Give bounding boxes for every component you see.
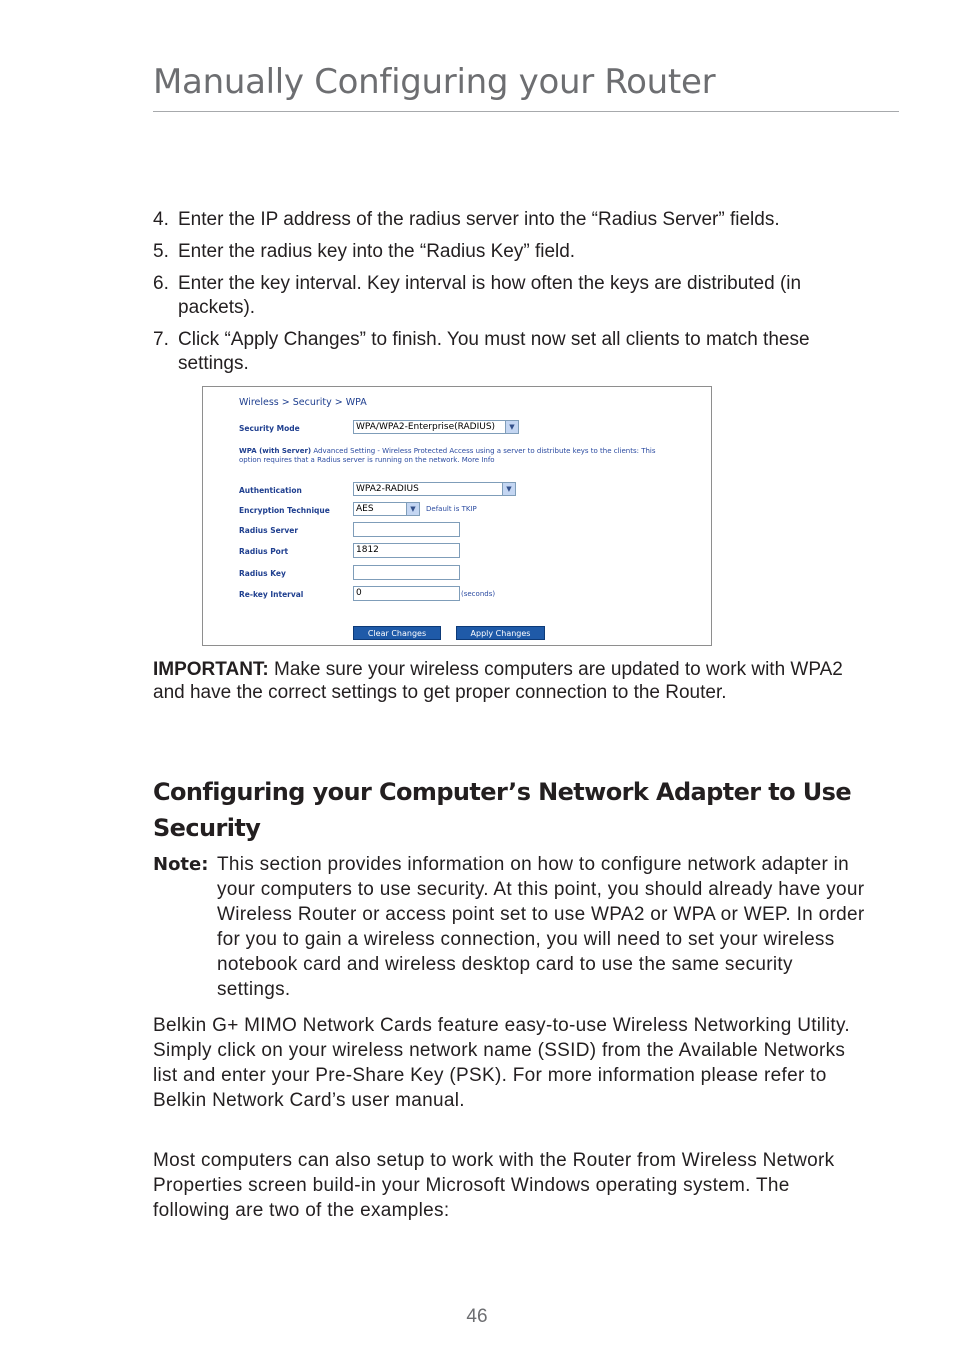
encryption-value: AES [356,504,374,514]
note-label: Note: [153,854,209,875]
authentication-label: Authentication [239,486,302,495]
security-mode-value: WPA/WPA2-Enterprise(RADIUS) [356,422,496,432]
important-text: Make sure your wireless computers are updated to work with WPA2 and have the correct settings to get proper connection to the Router. [153,659,843,703]
chevron-down-icon: ▼ [502,483,515,495]
steps-list [153,208,873,384]
router-screenshot [202,386,712,646]
authentication-select[interactable] [353,482,516,496]
encryption-select[interactable] [353,502,420,516]
section-heading: Configuring your Computer’s Network Adapter to Use Security [153,778,852,842]
security-mode-label: Security Mode [239,424,300,433]
step-number: 7. [153,329,169,350]
step-number: 4. [153,209,169,230]
page-number: 46 [466,1306,488,1327]
rekey-unit: (seconds) [461,590,496,598]
paragraph-windows: Most computers can also setup to work with the Router from Wireless Network Properties screen build-in your Microsoft Windows operating system. The following are two of the examples: [153,1150,835,1221]
authentication-value: WPA2-RADIUS [356,484,419,494]
list-item [153,240,873,264]
wpa-desc-label: WPA (with Server) [239,447,312,455]
radius-key-label: Radius Key [239,569,286,578]
rekey-interval-label: Re-key Interval [239,590,304,599]
note-block [153,852,868,1002]
paragraph-belkin: Belkin G+ MIMO Network Cards feature easy-to-use Wireless Networking Utility. Simply click on your wireless network name (SSID) from the Available Networks list and enter your Pre-Share Key (PSK). For more information please refer to Belkin Network Card’s user manual. [153,1015,850,1111]
security-mode-select[interactable] [353,420,519,434]
radius-key-input[interactable] [353,565,460,580]
rekey-interval-input[interactable]: 0 [353,586,460,601]
important-notice [153,658,863,704]
note-text: This section provides information on how to configure network adapter in your computers to use security. At this point, you should already have your Wireless Router or access point set to use WPA2 or WPA or WEP. In order for you to gain a wireless connection, you will need to set your wireless notebook card and wireless desktop card to use the same security settings. [217,854,865,1000]
step-number: 5. [153,241,169,262]
chevron-down-icon: ▼ [406,503,419,515]
radius-port-input[interactable]: 1812 [353,543,460,558]
step-text: Enter the radius key into the “Radius Key” field. [178,241,576,262]
clear-changes-button[interactable]: Clear Changes [353,626,441,640]
title-divider [153,111,899,112]
breadcrumb: Wireless > Security > WPA [239,397,367,408]
page-title: Manually Configuring your Router [153,62,716,102]
wpa-desc-text: Advanced Setting - Wireless Protected Access using a server to distribute keys to the clients: This option requires that a Radius server is running on the network. More Info [239,447,656,464]
list-item [153,208,873,232]
step-number: 6. [153,273,169,294]
list-item [153,328,873,376]
chevron-down-icon: ▼ [505,421,518,433]
apply-changes-button[interactable]: Apply Changes [456,626,545,640]
radius-server-label: Radius Server [239,526,299,535]
encryption-default-note: Default is TKIP [426,505,477,513]
wpa-description [239,447,679,465]
encryption-label: Encryption Technique [239,506,330,515]
radius-server-input[interactable] [353,522,460,537]
step-text: Enter the key interval. Key interval is how often the keys are distributed (in packets). [178,273,802,318]
step-text: Click “Apply Changes” to finish. You must now set all clients to match these settings. [178,329,810,374]
radius-port-label: Radius Port [239,547,289,556]
important-label: IMPORTANT: [153,659,269,680]
list-item [153,272,873,320]
step-text: Enter the IP address of the radius server into the “Radius Server” fields. [178,209,780,230]
